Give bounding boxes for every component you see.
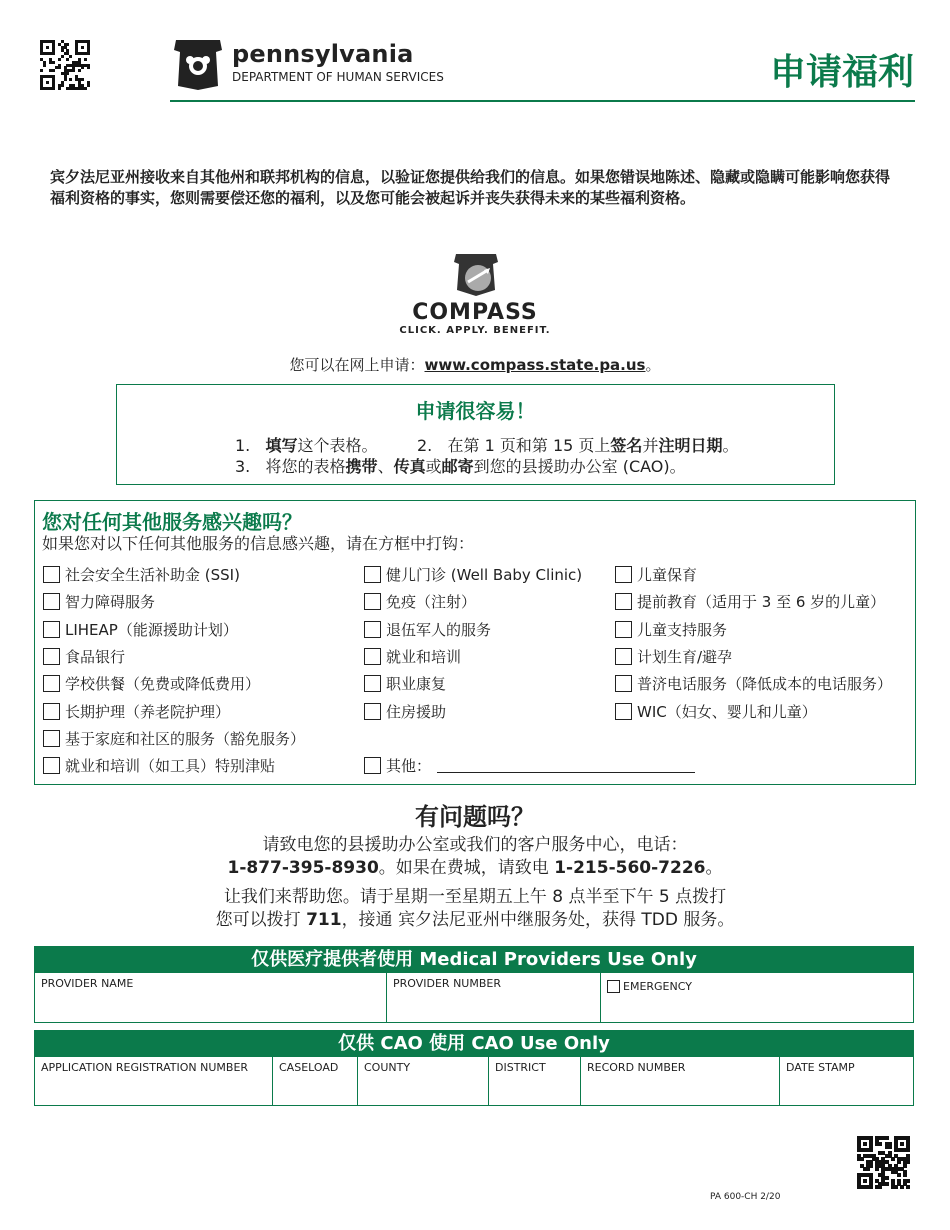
step-2 xyxy=(417,433,738,456)
logo-department: DEPARTMENT OF HUMAN SERVICES xyxy=(232,70,444,84)
service-label: 健儿门诊 (Well Baby Clinic) xyxy=(386,566,583,584)
service-label: 长期护理（养老院护理） xyxy=(65,702,231,721)
qr-module xyxy=(878,1185,882,1189)
qr-module xyxy=(61,55,64,58)
service-label: WIC（妇女、婴儿和儿童） xyxy=(637,702,817,721)
service-col2-item[interactable] xyxy=(364,619,491,640)
medical-providers-table xyxy=(34,973,914,1023)
cao-field[interactable] xyxy=(358,1057,489,1105)
qr-module xyxy=(906,1148,910,1152)
service-checkbox[interactable] xyxy=(364,593,381,610)
step-1-bold: 填写 xyxy=(265,436,298,455)
emergency-checkbox[interactable] xyxy=(607,980,620,993)
step-1-number: 1. xyxy=(235,436,251,455)
service-label: 职业康复 xyxy=(386,675,447,694)
qr-module xyxy=(875,1167,879,1171)
service-checkbox[interactable] xyxy=(615,648,632,665)
questions-line-4 xyxy=(100,909,850,932)
cao-field[interactable] xyxy=(780,1057,915,1105)
medical-providers-bar: 仅供医疗提供者使用 Medical Providers Use Only xyxy=(34,946,914,973)
service-label: 就业和培训（如工具）特别津贴 xyxy=(65,757,276,776)
provider-name-field[interactable] xyxy=(35,973,387,1022)
questions-text xyxy=(100,834,850,932)
step-3-text-c: 、 xyxy=(377,457,394,476)
qr-module xyxy=(87,52,90,55)
questions-line-4-a: 您可以拨打 xyxy=(215,910,307,930)
qr-module xyxy=(72,69,75,72)
other-service-blank[interactable] xyxy=(437,758,695,773)
step-2-number: 2. xyxy=(417,436,433,455)
emergency-field xyxy=(601,973,915,1022)
compass-url-link[interactable]: www.compass.state.pa.us xyxy=(424,356,646,374)
step-3-bring: 携带 xyxy=(345,457,378,476)
service-col1-item[interactable] xyxy=(43,701,230,722)
cao-field[interactable] xyxy=(35,1057,273,1105)
service-col1-item[interactable] xyxy=(43,591,155,612)
phone-number-philadelphia: 1-215-560-7226 xyxy=(554,858,706,878)
easy-apply-box xyxy=(116,384,835,485)
questions-line-2-mid: 。如果在费城，请致电 xyxy=(378,858,555,878)
qr-module xyxy=(878,1142,882,1146)
service-checkbox[interactable] xyxy=(364,757,381,774)
step-1-text: 这个表格。 xyxy=(297,436,378,455)
service-checkbox[interactable] xyxy=(364,566,381,583)
service-label: 计划生育/避孕 xyxy=(637,647,733,666)
service-checkbox[interactable] xyxy=(615,566,632,583)
phone-number-main: 1-877-395-8930 xyxy=(227,858,379,878)
service-col1-item[interactable] xyxy=(43,646,125,667)
other-services-title: 您对任何其他服务感兴趣吗？ xyxy=(42,510,302,534)
provider-name-label: PROVIDER NAME xyxy=(41,977,134,990)
cao-field-label: COUNTY xyxy=(364,1061,411,1074)
qr-module xyxy=(64,78,67,81)
service-label: LIHEAP（能源援助计划） xyxy=(65,620,238,639)
service-checkbox[interactable] xyxy=(364,703,381,720)
compass-tagline: CLICK. APPLY. BENEFIT. xyxy=(399,325,551,336)
qr-module xyxy=(888,1145,892,1149)
header-divider xyxy=(170,100,915,102)
service-checkbox[interactable] xyxy=(615,593,632,610)
qr-module xyxy=(885,1182,889,1186)
service-checkbox[interactable] xyxy=(43,566,60,583)
qr-module xyxy=(87,66,90,69)
qr-module xyxy=(860,1157,864,1161)
questions-line-2-end: 。 xyxy=(705,858,723,878)
qr-module xyxy=(61,84,64,87)
step-3-text-g: 到您的县援助办公室 (CAO)。 xyxy=(473,457,686,476)
service-label: 就业和培训 xyxy=(386,647,462,666)
service-col3-item[interactable] xyxy=(615,673,892,694)
questions-line-2 xyxy=(100,857,850,880)
qr-module xyxy=(52,52,55,55)
qr-module xyxy=(52,69,55,72)
step-3-text-e: 或 xyxy=(425,457,442,476)
service-label: 智力障碍服务 xyxy=(65,593,156,612)
qr-module xyxy=(46,81,49,84)
cao-use-table xyxy=(34,1057,914,1106)
step-2-text-c: 并 xyxy=(642,436,659,455)
qr-module xyxy=(869,1185,873,1189)
tdd-number: 711 xyxy=(306,910,342,930)
cao-field[interactable] xyxy=(273,1057,358,1105)
page-title: 申请福利 xyxy=(769,52,914,93)
form-code: PA 600-CH 2/20 xyxy=(710,1192,781,1202)
qr-module xyxy=(66,58,69,61)
service-col2-item[interactable] xyxy=(364,701,446,722)
service-col3-item[interactable] xyxy=(615,646,732,667)
service-checkbox[interactable] xyxy=(43,757,60,774)
cao-field-label: RECORD NUMBER xyxy=(587,1061,686,1074)
qr-code-top xyxy=(40,40,90,90)
qr-module xyxy=(894,1185,898,1189)
qr-module xyxy=(866,1167,870,1171)
online-apply-line xyxy=(200,354,750,375)
step-2-text-a: 在第 1 页和第 15 页上 xyxy=(447,436,611,455)
service-label: 其他： xyxy=(386,757,432,776)
qr-module xyxy=(69,78,72,81)
qr-module xyxy=(43,64,46,67)
legal-warning: 宾夕法尼亚州接收来自其他州和联邦机构的信息，以验证您提供给我们的信息。如果您错误地陈述、隐藏或隐瞒可能影响您获得福利资格的事实，您则需要偿还您的福利，以及您可能会被起诉并丧失获得未来的某些福利资格。 xyxy=(50,168,891,207)
qr-module xyxy=(81,46,84,49)
cao-use-bar: 仅供 CAO 使用 CAO Use Only xyxy=(34,1030,914,1057)
service-col2-item[interactable] xyxy=(364,755,695,776)
service-label: 社会安全生活补助金 (SSI) xyxy=(65,566,240,584)
other-services-subtitle: 如果您对以下任何其他服务的信息感兴趣，请在方框中打钩： xyxy=(42,534,475,553)
cao-field-label: DISTRICT xyxy=(495,1061,546,1074)
questions-line-3: 让我们来帮助您。请于星期一至星期五上午 8 点半至下午 5 点拨打 xyxy=(223,887,727,907)
service-checkbox[interactable] xyxy=(43,593,60,610)
qr-module xyxy=(885,1136,889,1140)
qr-module xyxy=(906,1185,910,1189)
questions-line-1: 请致电您的县援助办公室或我们的客户服务中心，电话： xyxy=(262,835,688,855)
service-col2-item[interactable] xyxy=(364,564,582,585)
service-checkbox[interactable] xyxy=(43,703,60,720)
qr-module xyxy=(84,87,87,90)
pennsylvania-keystone-logo xyxy=(170,36,226,92)
service-checkbox[interactable] xyxy=(615,703,632,720)
service-checkbox[interactable] xyxy=(43,675,60,692)
other-services-box xyxy=(34,500,916,785)
service-col3-item[interactable] xyxy=(615,619,727,640)
service-label: 退伍军人的服务 xyxy=(386,620,492,639)
qr-module xyxy=(891,1157,895,1161)
service-checkbox[interactable] xyxy=(364,621,381,638)
qr-module xyxy=(66,43,69,46)
qr-module xyxy=(897,1173,901,1177)
service-checkbox[interactable] xyxy=(43,648,60,665)
easy-apply-title: 申请很容易！ xyxy=(415,399,536,423)
qr-module xyxy=(81,78,84,81)
step-2-sign: 签名 xyxy=(610,436,643,455)
qr-module xyxy=(87,84,90,87)
emergency-label: EMERGENCY xyxy=(623,980,692,993)
qr-module xyxy=(52,61,55,64)
step-3 xyxy=(235,454,686,477)
step-2-text-e: 。 xyxy=(722,436,739,455)
service-label: 免疫（注射） xyxy=(386,593,477,612)
service-checkbox[interactable] xyxy=(43,621,60,638)
cao-field-label: CASELOAD xyxy=(279,1061,339,1074)
step-3-number: 3. xyxy=(235,457,251,476)
step-3-text-a: 将您的表格 xyxy=(265,457,346,476)
qr-module xyxy=(81,66,84,69)
cao-field-label: APPLICATION REGISTRATION NUMBER xyxy=(41,1061,249,1074)
service-label: 提前教育（适用于 3 至 6 岁的儿童） xyxy=(637,593,886,612)
qr-code-bottom xyxy=(857,1136,909,1188)
qr-module xyxy=(58,58,61,61)
service-checkbox[interactable] xyxy=(364,675,381,692)
service-label: 儿童保育 xyxy=(637,566,698,584)
service-col1-item[interactable] xyxy=(43,619,238,640)
cao-field[interactable] xyxy=(581,1057,780,1105)
step-3-mail: 邮寄 xyxy=(441,457,474,476)
qr-module xyxy=(69,55,72,58)
service-col1-item[interactable] xyxy=(43,673,260,694)
online-suffix: 。 xyxy=(645,356,661,374)
qr-module xyxy=(78,69,81,72)
service-label: 食品银行 xyxy=(65,647,126,666)
service-col2-item[interactable] xyxy=(364,673,446,694)
compass-wordmark: COMPASS xyxy=(412,300,538,325)
questions-line-4-c: ，接通 宾夕法尼亚州中继服务处，获得 TDD 服务。 xyxy=(341,910,735,930)
service-checkbox[interactable] xyxy=(364,648,381,665)
qr-module xyxy=(58,87,61,90)
qr-module xyxy=(46,46,49,49)
qr-module xyxy=(84,58,87,61)
step-1 xyxy=(235,433,378,456)
service-checkbox[interactable] xyxy=(615,675,632,692)
service-col3-item[interactable] xyxy=(615,591,885,612)
service-col2-item[interactable] xyxy=(364,591,476,612)
step-3-fax: 传真 xyxy=(393,457,426,476)
questions-title: 有问题吗？ xyxy=(415,803,535,831)
service-label: 儿童支持服务 xyxy=(637,620,728,639)
service-label: 住房援助 xyxy=(386,702,447,721)
service-label: 基于家庭和社区的服务（豁免服务） xyxy=(65,729,306,748)
qr-module xyxy=(58,66,61,69)
service-col3-item[interactable] xyxy=(615,701,817,722)
service-col1-item[interactable] xyxy=(43,564,240,585)
qr-module xyxy=(903,1173,907,1177)
service-col1-item[interactable] xyxy=(43,755,275,776)
qr-module xyxy=(869,1148,873,1152)
cao-field[interactable] xyxy=(489,1057,581,1105)
service-checkbox[interactable] xyxy=(615,621,632,638)
qr-module xyxy=(900,1142,904,1146)
qr-module xyxy=(863,1179,867,1183)
qr-module xyxy=(40,69,43,72)
logo-name: pennsylvania xyxy=(232,40,414,68)
service-label: 普济电话服务（降低成本的电话服务） xyxy=(637,675,893,694)
compass-keystone-icon xyxy=(452,252,500,298)
service-checkbox[interactable] xyxy=(43,730,60,747)
service-col1-item[interactable] xyxy=(43,728,305,749)
qr-module xyxy=(52,87,55,90)
step-2-date: 注明日期 xyxy=(658,436,723,455)
provider-number-label: PROVIDER NUMBER xyxy=(393,977,501,990)
qr-module xyxy=(900,1185,904,1189)
qr-module xyxy=(863,1142,867,1146)
qr-module xyxy=(66,72,69,75)
service-col3-item[interactable] xyxy=(615,564,697,585)
service-label: 学校供餐（免费或降低费用） xyxy=(65,675,261,694)
cao-field-label: DATE STAMP xyxy=(786,1061,855,1074)
online-prefix: 您可以在网上申请： xyxy=(289,356,425,374)
service-col2-item[interactable] xyxy=(364,646,461,667)
provider-number-field[interactable] xyxy=(387,973,601,1022)
